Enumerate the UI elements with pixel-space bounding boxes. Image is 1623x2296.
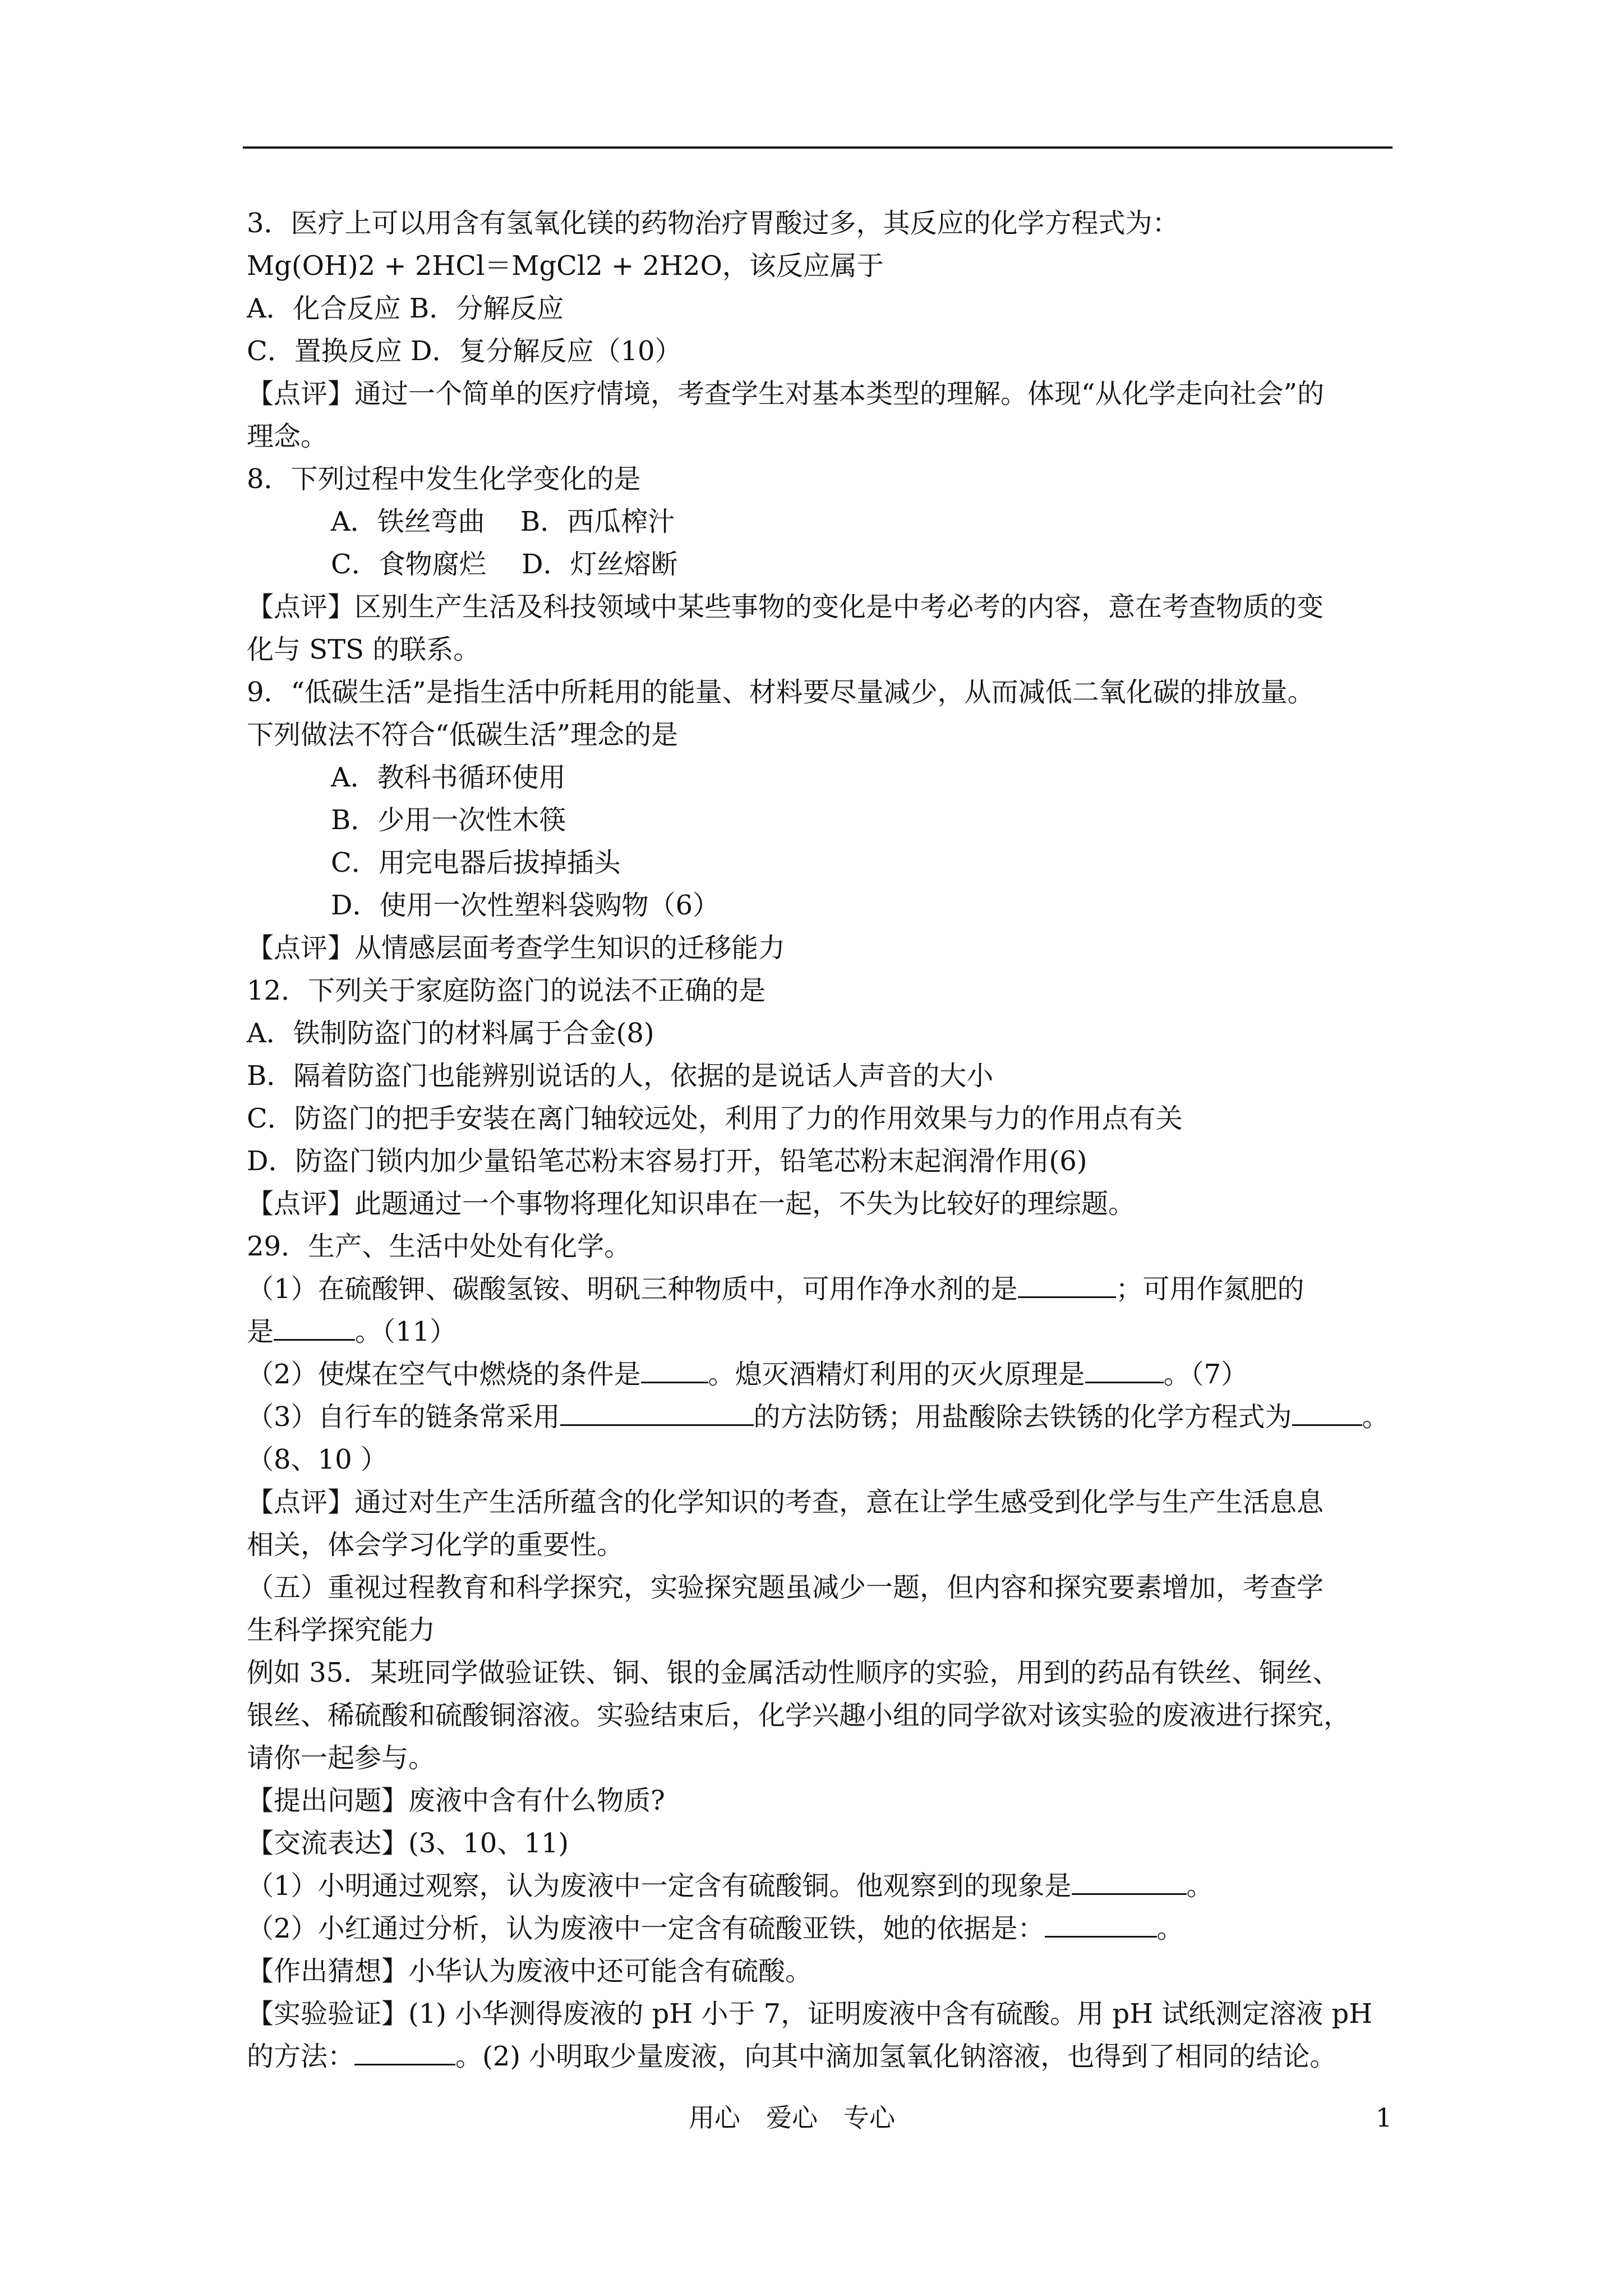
line-text: 【作出猜想】小华认为废液中还可能含有硫酸。 bbox=[247, 1955, 813, 1987]
line-text: 8．下列过程中发生化学变化的是 bbox=[247, 463, 641, 495]
page-number: 1 bbox=[1376, 2102, 1393, 2133]
line-text: 的方法： bbox=[247, 2041, 355, 2072]
line-text: Mg(OH)2 + 2HCl＝MgCl2 + 2H2O，该反应属于 bbox=[247, 250, 884, 282]
text-line bbox=[247, 1651, 1430, 1694]
text-line bbox=[247, 1865, 1430, 1907]
line-text: 。（11） bbox=[355, 1316, 457, 1347]
line-text: A．铁制防盗门的材料属于合金(8) bbox=[247, 1018, 654, 1049]
text-line bbox=[247, 1993, 1430, 2035]
line-text: （8、10 ） bbox=[247, 1444, 388, 1475]
line-text: 。 bbox=[1156, 1913, 1184, 1944]
text-line bbox=[247, 1055, 1430, 1097]
text-line bbox=[247, 543, 1430, 586]
line-text: C．食物腐烂 D．灯丝熔断 bbox=[331, 549, 678, 580]
answer-blank[interactable] bbox=[1085, 1356, 1164, 1383]
line-text: 理念。 bbox=[247, 421, 328, 452]
line-text: 。（7） bbox=[1163, 1359, 1248, 1390]
line-text: B．隔着防盗门也能辨别说话的人，依据的是说话人声音的大小 bbox=[247, 1060, 994, 1092]
text-line bbox=[247, 500, 1430, 543]
text-line bbox=[247, 415, 1430, 458]
text-line bbox=[247, 1097, 1430, 1140]
text-line bbox=[247, 1225, 1430, 1268]
line-text: 请你一起参与。 bbox=[247, 1742, 436, 1774]
text-line bbox=[247, 969, 1430, 1012]
line-text: D．防盗门锁内加少量铅笔芯粉末容易打开，铅笔芯粉末起润滑作用(6) bbox=[247, 1145, 1087, 1177]
line-text: 是 bbox=[247, 1316, 274, 1347]
line-text: 。 bbox=[1362, 1401, 1389, 1433]
text-line bbox=[247, 1268, 1430, 1310]
text-line bbox=[247, 756, 1430, 799]
line-text: A．铁丝弯曲 B．西瓜榨汁 bbox=[331, 506, 675, 537]
line-text: 12．下列关于家庭防盗门的说法不正确的是 bbox=[247, 975, 766, 1006]
answer-blank[interactable] bbox=[1018, 1271, 1116, 1298]
line-text: 3．医疗上可以用含有氢氧化镁的药物治疗胃酸过多，其反应的化学方程式为： bbox=[247, 208, 1179, 239]
text-line bbox=[247, 458, 1430, 500]
line-text: 【点评】通过对生产生活所蕴含的化学知识的考查，意在让学生感受到化学与生产生活息息 bbox=[247, 1487, 1324, 1518]
line-text: 的方法防锈；用盐酸除去铁锈的化学方程式为 bbox=[753, 1401, 1292, 1433]
text-line bbox=[247, 884, 1430, 927]
text-line bbox=[247, 671, 1430, 714]
text-line bbox=[247, 1396, 1430, 1438]
text-line bbox=[247, 1353, 1430, 1396]
text-line bbox=[247, 1140, 1430, 1182]
line-text: （1）在硫酸钾、碳酸氢铵、明矾三种物质中，可用作净水剂的是 bbox=[247, 1273, 1018, 1305]
line-text: A．化合反应 B．分解反应 bbox=[247, 293, 564, 324]
answer-blank[interactable] bbox=[354, 2038, 455, 2065]
answer-blank[interactable] bbox=[274, 1313, 355, 1341]
text-line bbox=[247, 1694, 1430, 1737]
text-line bbox=[247, 1524, 1430, 1566]
text-line bbox=[247, 841, 1430, 884]
answer-blank[interactable] bbox=[1292, 1398, 1362, 1426]
line-text: D．使用一次性塑料袋购物（6） bbox=[331, 890, 720, 921]
text-line bbox=[247, 927, 1430, 969]
text-line bbox=[247, 1182, 1430, 1225]
text-line bbox=[247, 1481, 1430, 1524]
text-line bbox=[247, 2035, 1430, 2078]
line-text: （2）使煤在空气中燃烧的条件是 bbox=[247, 1359, 641, 1390]
line-text: 【交流表达】(3、10、11) bbox=[247, 1828, 569, 1859]
line-text: 。 bbox=[1186, 1870, 1214, 1902]
text-line bbox=[247, 1950, 1430, 1993]
line-text: 生科学探究能力 bbox=[247, 1614, 436, 1646]
text-line bbox=[247, 1310, 1430, 1353]
text-line bbox=[247, 245, 1430, 287]
line-text: 【提出问题】废液中含有什么物质? bbox=[247, 1785, 665, 1816]
text-line bbox=[247, 1609, 1430, 1651]
text-line bbox=[247, 1822, 1430, 1865]
line-text: 。熄灭酒精灯利用的灭火原理是 bbox=[708, 1359, 1085, 1390]
text-line bbox=[247, 1907, 1430, 1950]
text-line bbox=[247, 287, 1430, 330]
line-text: C．置换反应 D．复分解反应（10） bbox=[247, 335, 682, 367]
text-line bbox=[247, 330, 1430, 372]
line-text: ；可用作氮肥的 bbox=[1115, 1273, 1304, 1305]
answer-blank[interactable] bbox=[1072, 1867, 1187, 1895]
line-text: 29．生产、生活中处处有化学。 bbox=[247, 1231, 631, 1262]
answer-blank[interactable] bbox=[1045, 1910, 1157, 1938]
document-body bbox=[247, 202, 1430, 2078]
line-text: 9．“低碳生活”是指生活中所耗用的能量、材料要尽量减少，从而减低二氧化碳的排放量。 bbox=[247, 677, 1315, 708]
line-text: B．少用一次性木筷 bbox=[331, 804, 566, 836]
line-text: （1）小明通过观察，认为废液中一定含有硫酸铜。他观察到的现象是 bbox=[247, 1870, 1072, 1902]
text-line bbox=[247, 1012, 1430, 1055]
line-text: A．教科书循环使用 bbox=[331, 762, 566, 793]
line-text: 【点评】区别生产生活及科技领域中某些事物的变化是中考必考的内容，意在考查物质的变 bbox=[247, 591, 1324, 623]
line-text: C．用完电器后拔掉插头 bbox=[331, 847, 621, 878]
line-text: 相关，体会学习化学的重要性。 bbox=[247, 1529, 624, 1561]
line-text: 例如 35．某班同学做验证铁、铜、银的金属活动性顺序的实验，用到的药品有铁丝、铜丝、 bbox=[247, 1657, 1340, 1688]
line-text: （3）自行车的链条常采用 bbox=[247, 1401, 560, 1433]
line-text: 银丝、稀硫酸和硫酸铜溶液。实验结束后，化学兴趣小组的同学欲对该实验的废液进行探究， bbox=[247, 1700, 1351, 1731]
footer-motto: 用心 爱心 专心 bbox=[689, 2102, 895, 2133]
line-text: C．防盗门的把手安装在离门轴较远处，利用了力的作用效果与力的作用点有关 bbox=[247, 1103, 1183, 1134]
line-text: 【实验验证】(1) 小华测得废液的 pH 小于 7，证明废液中含有硫酸。用 pH 试纸测定溶液 pH bbox=[247, 1998, 1373, 2030]
text-line bbox=[247, 1779, 1430, 1822]
line-text: （五）重视过程教育和科学探究，实验探究题虽减少一题，但内容和探究要素增加，考查学 bbox=[247, 1572, 1324, 1603]
text-line bbox=[247, 586, 1430, 628]
line-text: 【点评】此题通过一个事物将理化知识串在一起，不失为比较好的理综题。 bbox=[247, 1188, 1136, 1220]
text-line bbox=[247, 714, 1430, 756]
answer-blank[interactable] bbox=[560, 1398, 754, 1426]
text-line bbox=[247, 628, 1430, 671]
line-text: 。(2) 小明取少量废液，向其中滴加氢氧化钠溶液，也得到了相同的结论。 bbox=[455, 2041, 1337, 2072]
text-line bbox=[247, 1438, 1430, 1481]
text-line bbox=[247, 372, 1430, 415]
line-text: （2）小红通过分析，认为废液中一定含有硫酸亚铁，她的依据是： bbox=[247, 1913, 1045, 1944]
line-text: 化与 STS 的联系。 bbox=[247, 634, 481, 665]
header-rule bbox=[243, 146, 1393, 149]
line-text: 下列做法不符合“低碳生活”理念的是 bbox=[247, 719, 679, 751]
text-line bbox=[247, 799, 1430, 841]
text-line bbox=[247, 1737, 1430, 1779]
line-text: 【点评】通过一个简单的医疗情境，考查学生对基本类型的理解。体现“从化学走向社会”的 bbox=[247, 378, 1325, 409]
text-line bbox=[247, 1566, 1430, 1609]
text-line bbox=[247, 202, 1430, 245]
answer-blank[interactable] bbox=[641, 1356, 708, 1383]
line-text: 【点评】从情感层面考查学生知识的迁移能力 bbox=[247, 932, 786, 964]
